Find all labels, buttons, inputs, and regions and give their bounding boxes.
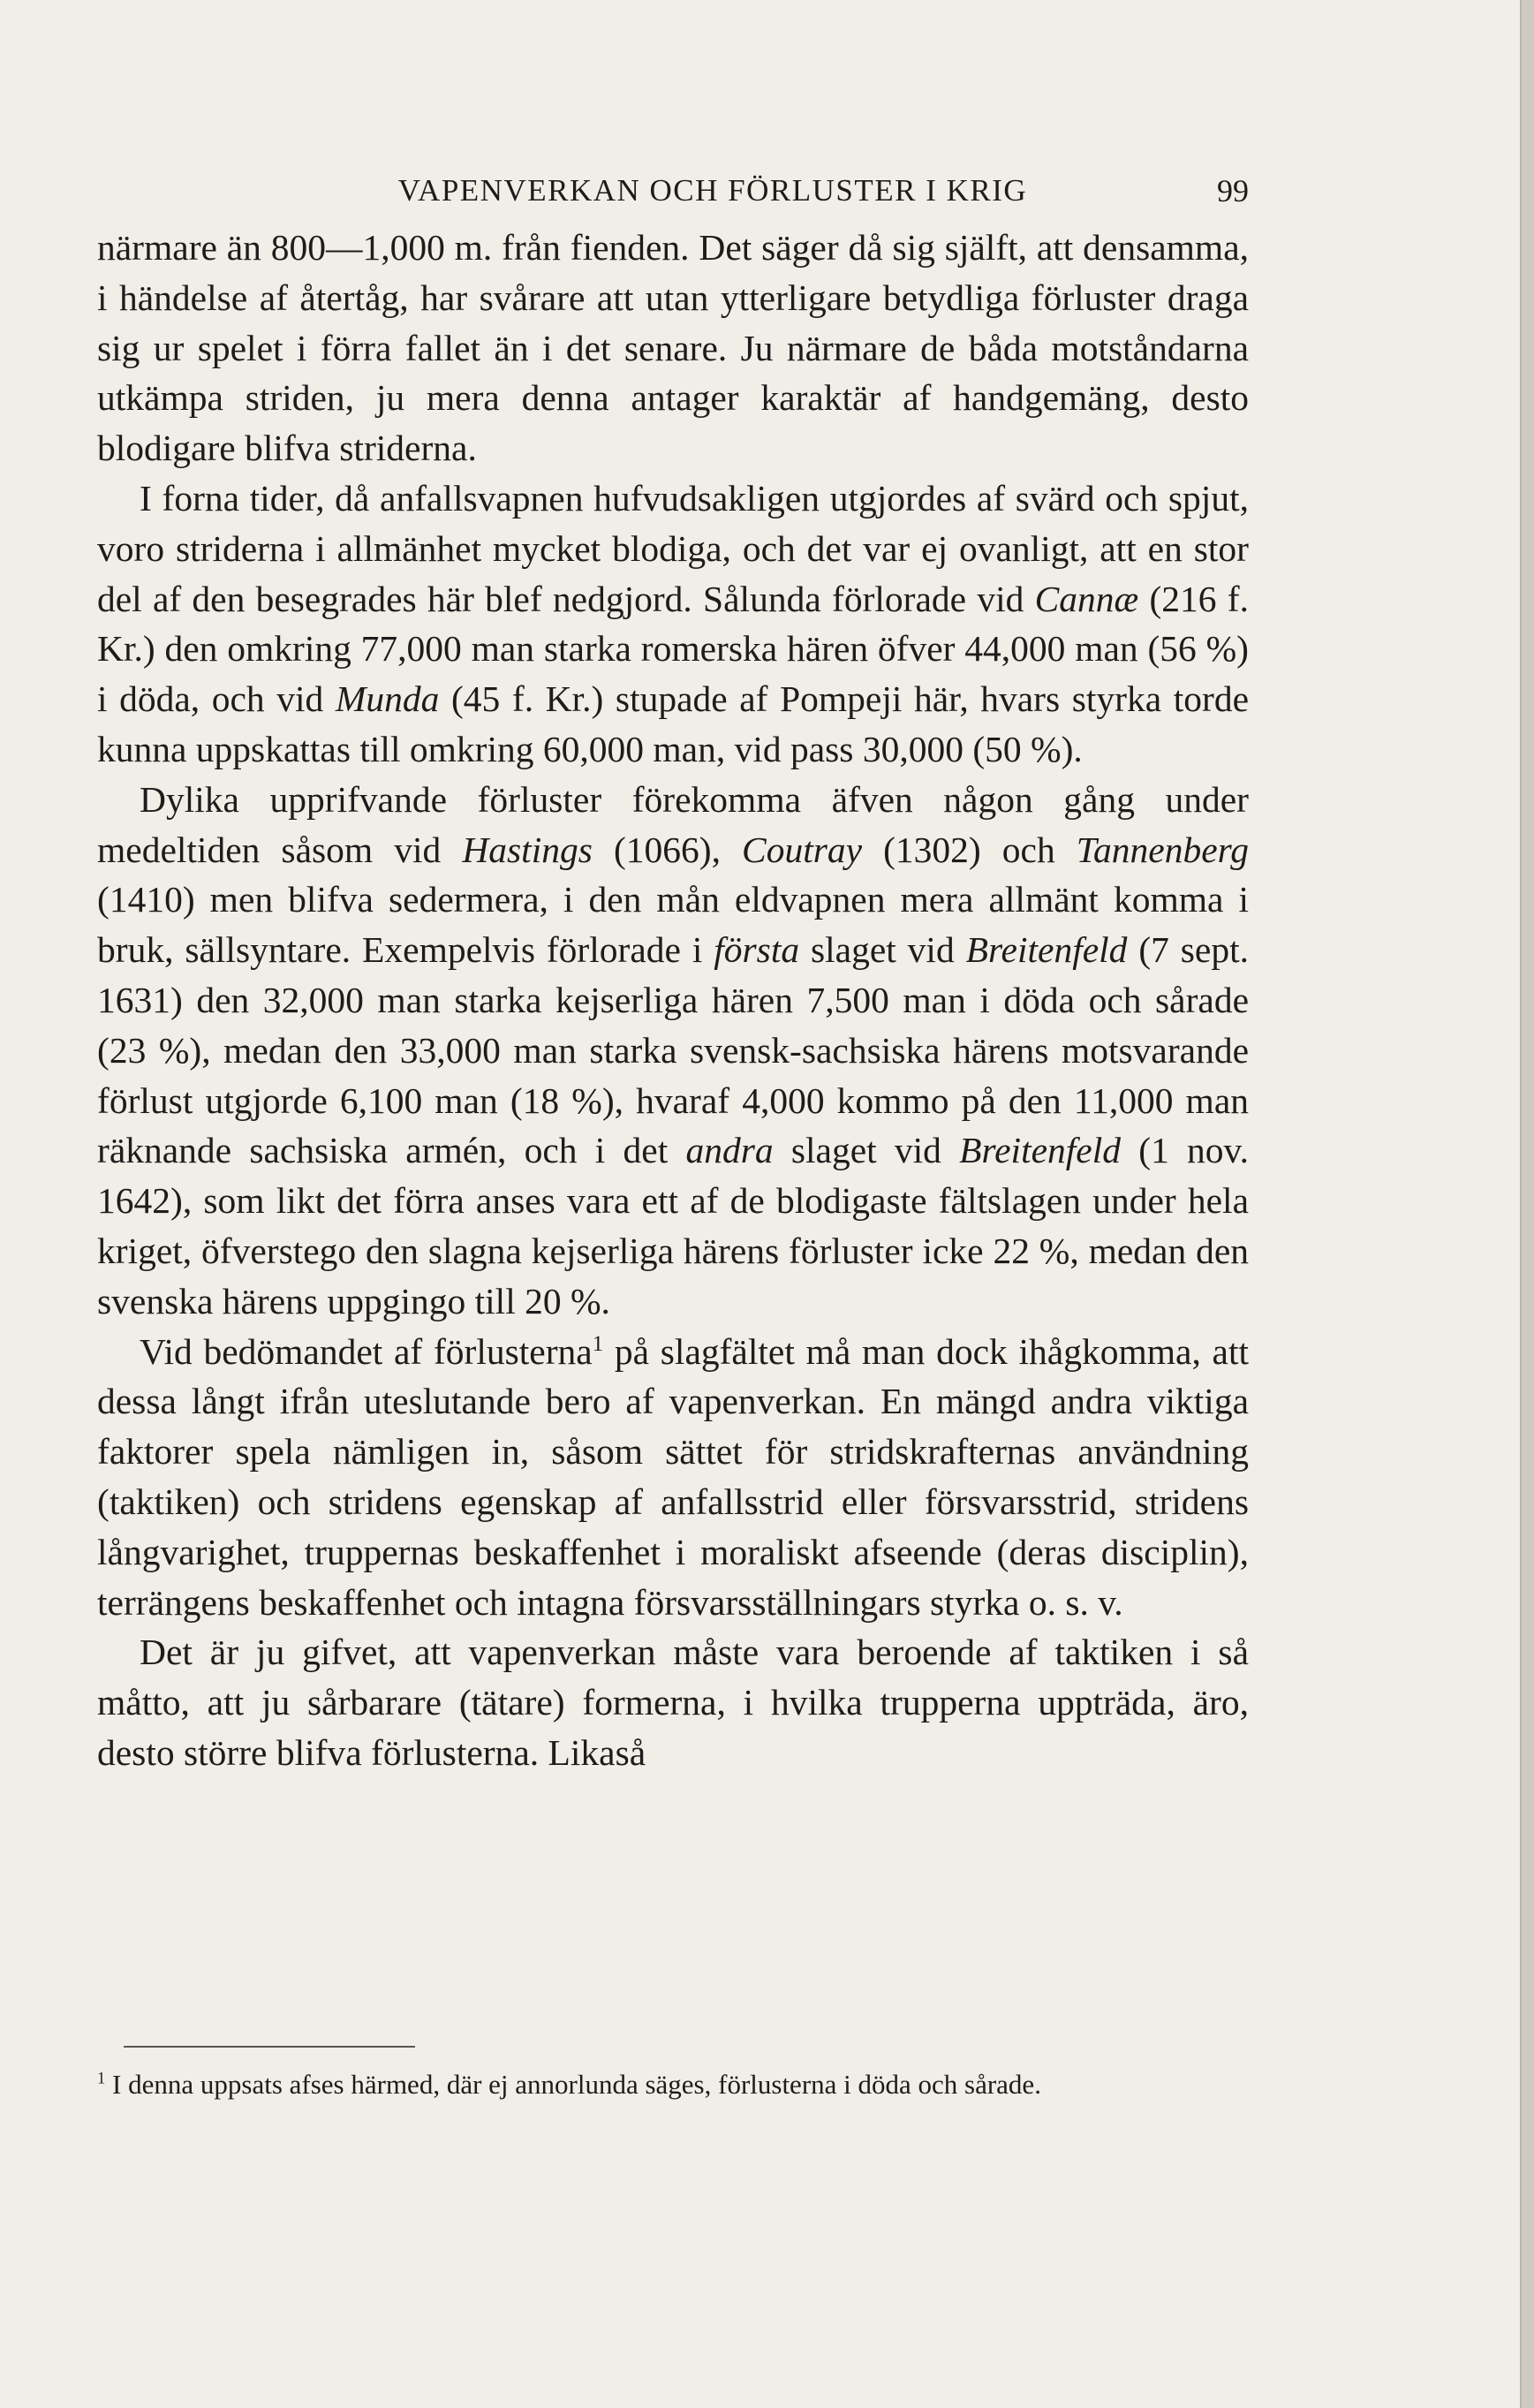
running-title: VAPENVERKAN OCH FÖRLUSTER I KRIG <box>397 173 1028 208</box>
paragraph <box>97 1627 1249 1777</box>
body-text <box>97 223 1249 1778</box>
paragraph <box>97 775 1249 1327</box>
footnote <box>97 2060 1249 2109</box>
italic-term: Cannæ <box>1034 578 1139 619</box>
italic-term: Breitenfeld <box>965 929 1128 971</box>
paragraph <box>97 223 1249 473</box>
italic-term: Munda <box>335 678 440 720</box>
page-number: 99 <box>1217 173 1249 208</box>
text-run: (45 f. Kr.) stupade af Pompeji här, hvars styrka torde kunna uppskattas till omkring 60,000 man, vid pass 30,000 (50 %). <box>97 678 1249 769</box>
text-run: (1302) och <box>862 829 1077 870</box>
italic-term: Hastings <box>462 829 593 870</box>
paragraph <box>97 1327 1249 1628</box>
text-run: (216 f. Kr.) den omkring 77,000 man starka romerska hären öfver 44,000 man (56 %) i döda, och vid <box>97 578 1249 720</box>
text-run: I forna tider, då anfallsvapnen hufvudsakligen utgjordes af svärd och spjut, voro striderna i allmänhet mycket blodiga, och det var ej ovanligt, att en stor del af den besegrades här blef nedgjord. Sålunda förlorade vid <box>97 477 1249 619</box>
text-run: slaget vid <box>799 929 966 971</box>
text-run: Vid bedömandet af förlusterna <box>140 1330 593 1372</box>
text-run: Det är ju gifvet, att vapenverkan måste vara beroende af taktiken i så måtto, att ju sårbarare (tätare) formerna, i hvilka trupperna uppträda, äro, desto större blifva förlusterna. Likaså <box>97 1632 1249 1773</box>
text-run: slaget vid <box>773 1130 960 1171</box>
text-run: Dylika upprifvande förluster förekomma äfven någon gång under medeltiden såsom vid <box>97 778 1249 870</box>
italic-term: Coutray <box>742 829 863 870</box>
footnote-divider <box>124 2046 415 2048</box>
page-edge <box>1520 0 1534 2408</box>
italic-term: andra <box>685 1130 774 1171</box>
text-run: (1 nov. 1642), som likt det förra anses vara ett af de blodigaste fältslagen under hela kriget, öfverstego den slagna kejserliga härens förluster icke 22 %, medan den svenska härens uppgingo till 20 %. <box>97 1130 1249 1321</box>
text-run: (1410) men blifva sedermera, i den mån eldvapnen mera allmänt komma i bruk, sällsyntare. Exempelvis förlorade i <box>97 879 1249 971</box>
footnote-reference: 1 <box>592 1331 604 1356</box>
text-run: närmare än 800—1,000 m. från fienden. Det säger då sig själft, att densamma, i händelse af återtåg, har svårare att utan ytterligare betydliga förluster draga sig ur spelet i förra fallet än i det senare. Ju närmare de båda motståndarna utkämpa striden, ju mera denna antager karaktär af handgemäng, desto blodigare blifva striderna. <box>97 227 1249 469</box>
text-run: (1066), <box>592 829 743 870</box>
footnote-text: I denna uppsats afses härmed, där ej annorlunda säges, förlusterna i döda och sårade. <box>105 2069 1041 2100</box>
page-header <box>177 164 1249 217</box>
italic-term: första <box>714 929 800 971</box>
footnote-marker: 1 <box>97 2069 106 2088</box>
text-run: på slagfältet må man dock ihågkomma, att dessa långt ifrån uteslutande bero af vapenverkan. En mängd andra viktiga faktorer spela nämligen in, såsom sättet för stridskrafternas användning (taktiken) och stridens egenskap af anfallsstrid eller försvarsstrid, stridens långvarighet, truppernas beskaffenhet i moraliskt afseende (deras disciplin), terrängens beskaffenhet och intagna försvarsställningars styrka o. s. v. <box>97 1330 1250 1623</box>
italic-term: Tannenberg <box>1076 829 1250 870</box>
paragraph <box>97 473 1249 775</box>
text-run: (7 sept. 1631) den 32,000 man starka kejserliga hären 7,500 man i döda och sårade (23 %), medan den 33,000 man starka svensk-sachsiska härens motsvarande förlust utgjorde 6,100 man (18 %), hvaraf 4,000 kommo på den 11,000 man räknande sachsiska armén, och i det <box>97 929 1249 1171</box>
italic-term: Breitenfeld <box>959 1130 1122 1171</box>
